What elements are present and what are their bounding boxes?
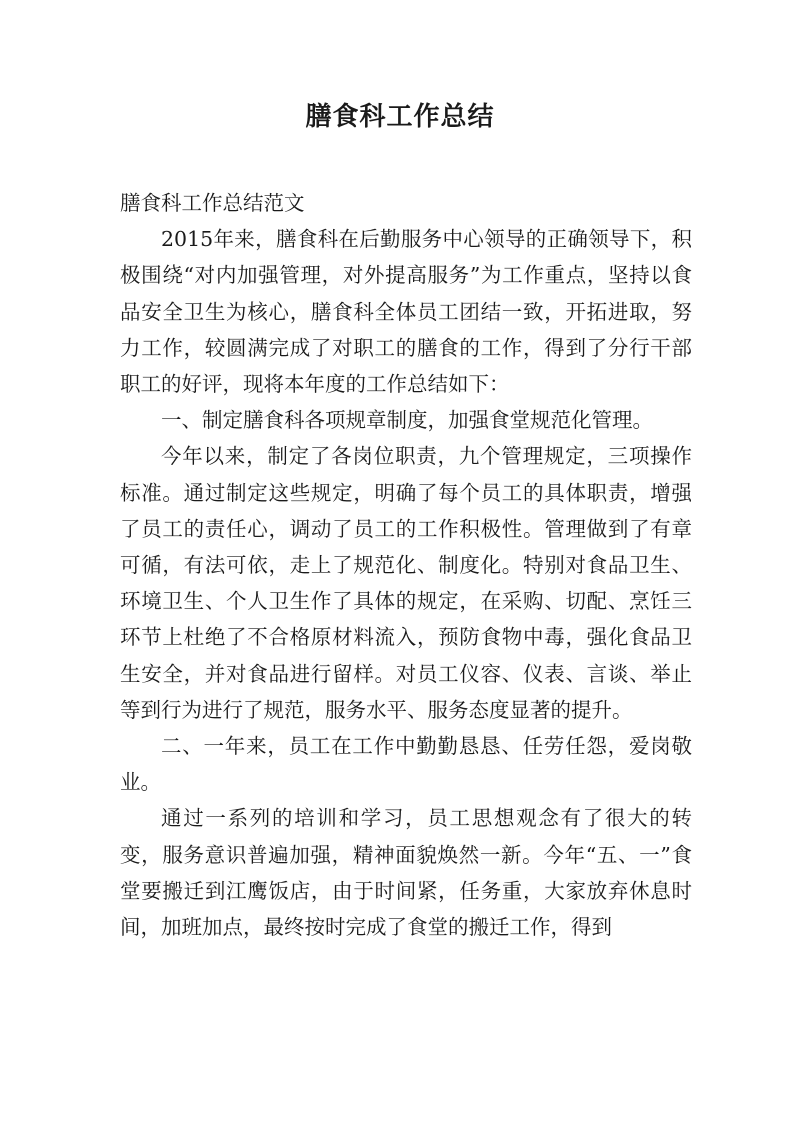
- paragraph-section-1: 今年以来，制定了各岗位职责，九个管理规定，三项操作标准。通过制定这些规定，明确了每个员工的具体职责，增强了员工的责任心，调动了员工的工作积极性。管理做到了有章可循，有法可依，走上了规范化、制度化。特别对食品卫生、环境卫生、个人卫生作了具体的规定，在采购、切配、烹饪三环节上杜绝了不合格原材料流入，预防食物中毒，强化食品卫生安全，并对食品进行留样。对员工仪容、仪表、言谈、举止等到行为进行了规范，服务水平、服务态度显著的提升。: [120, 444, 692, 722]
- section-heading-2: 二、一年来，员工在工作中勤勤恳恳、任劳任怨，爱岗敬业。: [120, 734, 692, 795]
- paragraph-intro: 2015年来，膳食科在后勤服务中心领导的正确领导下，积极围绕“对内加强管理，对外提高服务”为工作重点，坚持以食品安全卫生为核心，膳食科全体员工团结一致，开拓进取，努力工作，较圆满完成了对职工的膳食的工作，得到了分行干部职工的好评，现将本年度的工作总结如下：: [120, 227, 692, 397]
- paragraph-section-2: 通过一系列的培训和学习，员工思想观念有了很大的转变，服务意识普遍加强，精神面貌焕然一新。今年“五、一”食堂要搬迁到江鹰饭店，由于时间紧，任务重，大家放弃休息时间，加班加点，最终按时完成了食堂的搬迁工作，得到: [120, 806, 692, 940]
- document-subtitle: 膳食科工作总结范文: [120, 191, 305, 215]
- document-title: 膳食科工作总结: [305, 102, 495, 132]
- document-body: [120, 185, 692, 945]
- section-heading-1: 一、制定膳食科各项规章制度，加强食堂规范化管理。: [161, 408, 653, 433]
